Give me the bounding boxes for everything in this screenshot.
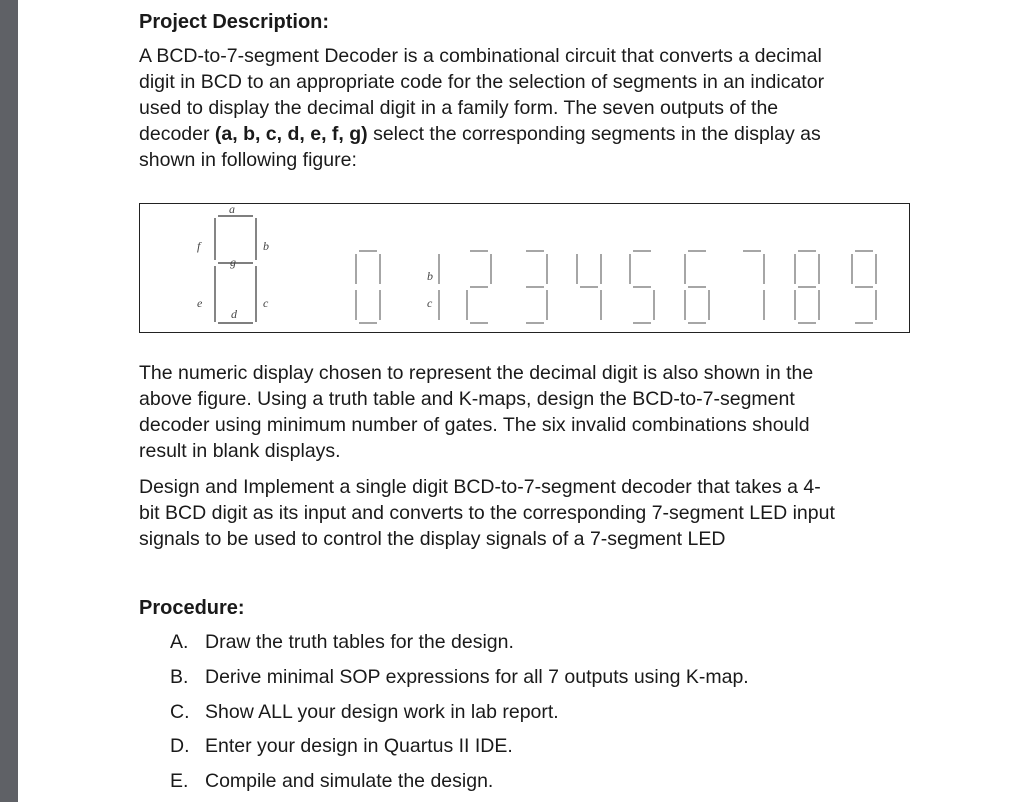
numeric-line-4: result in blank displays. [139,440,341,462]
label-d: d [231,307,237,321]
procedure-item-text: Draw the truth tables for the design. [205,631,514,653]
numeric-digits [356,251,876,323]
digit-5 [630,251,654,323]
intro-line-3: used to display the decimal digit in a family form. The seven outputs of the [139,97,779,119]
numeric-line-2: above figure. Using a truth table and K-maps, design the BCD-to-7-segment [139,388,795,410]
digit-4 [577,254,601,320]
numeric-line-1: The numeric display chosen to represent the decimal digit is also shown in the [139,362,814,384]
procedure-item [170,630,870,654]
procedure-item [170,734,870,758]
intro-line-2: digit in BCD to an appropriate code for the selection of segments in an indicator [139,71,825,93]
digit-8 [795,251,819,323]
procedure-item-text: Show ALL your design work in lab report. [205,701,559,723]
intro-line-1: A BCD-to-7-segment Decoder is a combinational circuit that converts a decimal [139,45,822,67]
seven-segment-figure [139,203,910,333]
procedure-item-letter: C. [170,701,190,723]
label-a: a [229,204,235,216]
procedure-item-letter: B. [170,666,189,688]
intro-line-4-post: select the corresponding segments in the display as [367,123,821,145]
procedure-item-letter: A. [170,631,189,653]
procedure-item-text: Enter your design in Quartus II IDE. [205,735,513,757]
intro-line-4 [139,121,909,147]
label-f: f [197,239,201,253]
label-b: b [263,239,269,253]
numeric-line-3: decoder using minimum number of gates. The six invalid combinations should [139,414,810,436]
procedure-item-text: Derive minimal SOP expressions for all 7 outputs using K-map. [205,666,749,688]
digit-3 [526,251,547,323]
procedure-heading: Procedure: [139,597,245,619]
digit1-label-b: b [427,269,433,283]
procedure-item-letter: D. [170,735,190,757]
intro-line-5: shown in following figure: [139,149,357,171]
procedure-item [170,665,870,689]
label-e: e [197,296,203,310]
intro-line-4-pre: decoder [139,123,215,145]
digit-9 [852,251,876,323]
implement-line-2: bit BCD digit as its input and converts to the corresponding 7-segment LED input [139,502,835,524]
procedure-item-letter: E. [170,770,189,792]
digit-7 [743,251,764,320]
digit-0 [356,251,380,323]
seven-segment-diagram [140,204,911,334]
left-window-edge [0,0,18,802]
digit1-label-c: c [427,296,433,310]
procedure-item [170,700,870,724]
digit-6 [685,251,709,323]
procedure-item [170,769,870,793]
digit-2 [467,251,491,323]
implement-line-1: Design and Implement a single digit BCD-to-7-segment decoder that takes a 4- [139,476,821,498]
label-g: g [230,255,236,269]
project-description-heading: Project Description: [139,11,330,33]
segment-outputs-list: (a, b, c, d, e, f, g) [214,123,368,145]
procedure-item-text: Compile and simulate the design. [205,770,494,792]
label-c: c [263,296,269,310]
implement-line-3: signals to be used to control the display signals of a 7-segment LED [139,528,726,550]
